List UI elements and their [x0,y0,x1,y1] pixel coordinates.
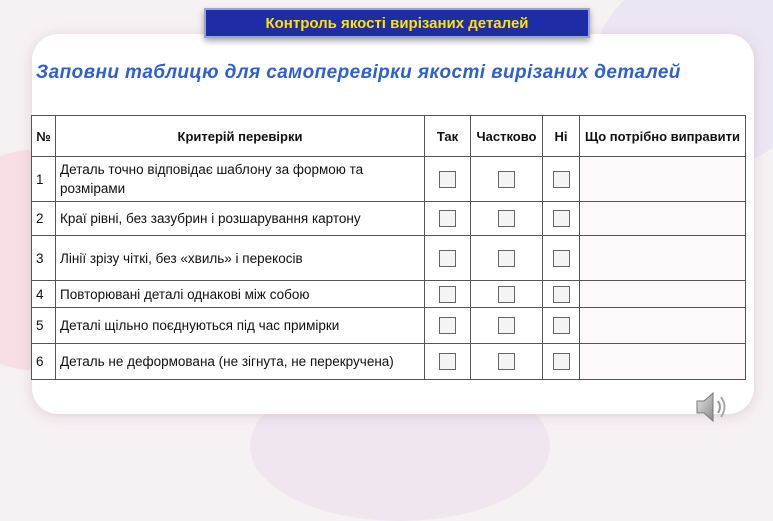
row-criterion: Краї рівні, без зазубрин і розшарування картону [56,202,425,236]
row-criterion: Деталь не деформована (не зігнута, не перекручена) [56,344,425,380]
no-cell [543,344,580,380]
yes-checkbox[interactable] [439,210,456,227]
row-criterion: Лінії зрізу чіткі, без «хвиль» і перекосів [56,236,425,281]
yes-checkbox[interactable] [439,286,456,303]
fix-cell[interactable] [580,236,746,281]
header-yes: Так [425,116,471,157]
partly-cell [471,344,543,380]
fix-cell[interactable] [580,308,746,344]
row-number: 6 [32,344,56,380]
row-number: 3 [32,236,56,281]
header-partly: Частково [471,116,543,157]
yes-cell [425,157,471,202]
partly-checkbox[interactable] [498,210,515,227]
table-header-row [32,116,746,157]
no-checkbox[interactable] [553,317,570,334]
partly-checkbox[interactable] [498,286,515,303]
yes-cell [425,344,471,380]
yes-checkbox[interactable] [439,353,456,370]
fix-cell[interactable] [580,344,746,380]
header-fix: Що потрібно виправити [580,116,746,157]
row-number: 1 [32,157,56,202]
speaker-icon[interactable] [693,388,733,426]
no-checkbox[interactable] [553,210,570,227]
table-row [32,202,746,236]
no-checkbox[interactable] [553,171,570,188]
yes-cell [425,236,471,281]
partly-checkbox[interactable] [498,317,515,334]
yes-cell [425,202,471,236]
table-row [32,281,746,308]
row-number: 4 [32,281,56,308]
row-number: 2 [32,202,56,236]
partly-cell [471,281,543,308]
fix-cell[interactable] [580,281,746,308]
self-check-table [31,115,746,380]
row-number: 5 [32,308,56,344]
row-criterion: Деталь точно відповідає шаблону за формою та розмірами [56,157,425,202]
partly-checkbox[interactable] [498,250,515,267]
no-checkbox[interactable] [553,250,570,267]
table-row [32,236,746,281]
yes-checkbox[interactable] [439,250,456,267]
row-criterion: Деталі щільно поєднуються під час примірки [56,308,425,344]
partly-checkbox[interactable] [498,171,515,188]
title-banner [204,8,590,38]
header-criterion: Критерій перевірки [56,116,425,157]
table-row [32,344,746,380]
yes-checkbox[interactable] [439,171,456,188]
partly-cell [471,236,543,281]
yes-checkbox[interactable] [439,317,456,334]
row-criterion: Повторювані деталі однакові між собою [56,281,425,308]
no-cell [543,308,580,344]
table-row [32,308,746,344]
yes-cell [425,281,471,308]
fix-cell[interactable] [580,157,746,202]
slide-subtitle: Заповни таблицю для самоперевірки якості вирізаних деталей [36,62,681,83]
banner-title: Контроль якості вирізаних деталей [265,14,529,32]
no-cell [543,281,580,308]
header-num: № [32,116,56,157]
table-row [32,157,746,202]
no-checkbox[interactable] [553,286,570,303]
partly-cell [471,157,543,202]
yes-cell [425,308,471,344]
partly-cell [471,308,543,344]
no-cell [543,202,580,236]
header-no: Ні [543,116,580,157]
no-cell [543,157,580,202]
no-cell [543,236,580,281]
no-checkbox[interactable] [553,353,570,370]
partly-cell [471,202,543,236]
partly-checkbox[interactable] [498,353,515,370]
fix-cell[interactable] [580,202,746,236]
